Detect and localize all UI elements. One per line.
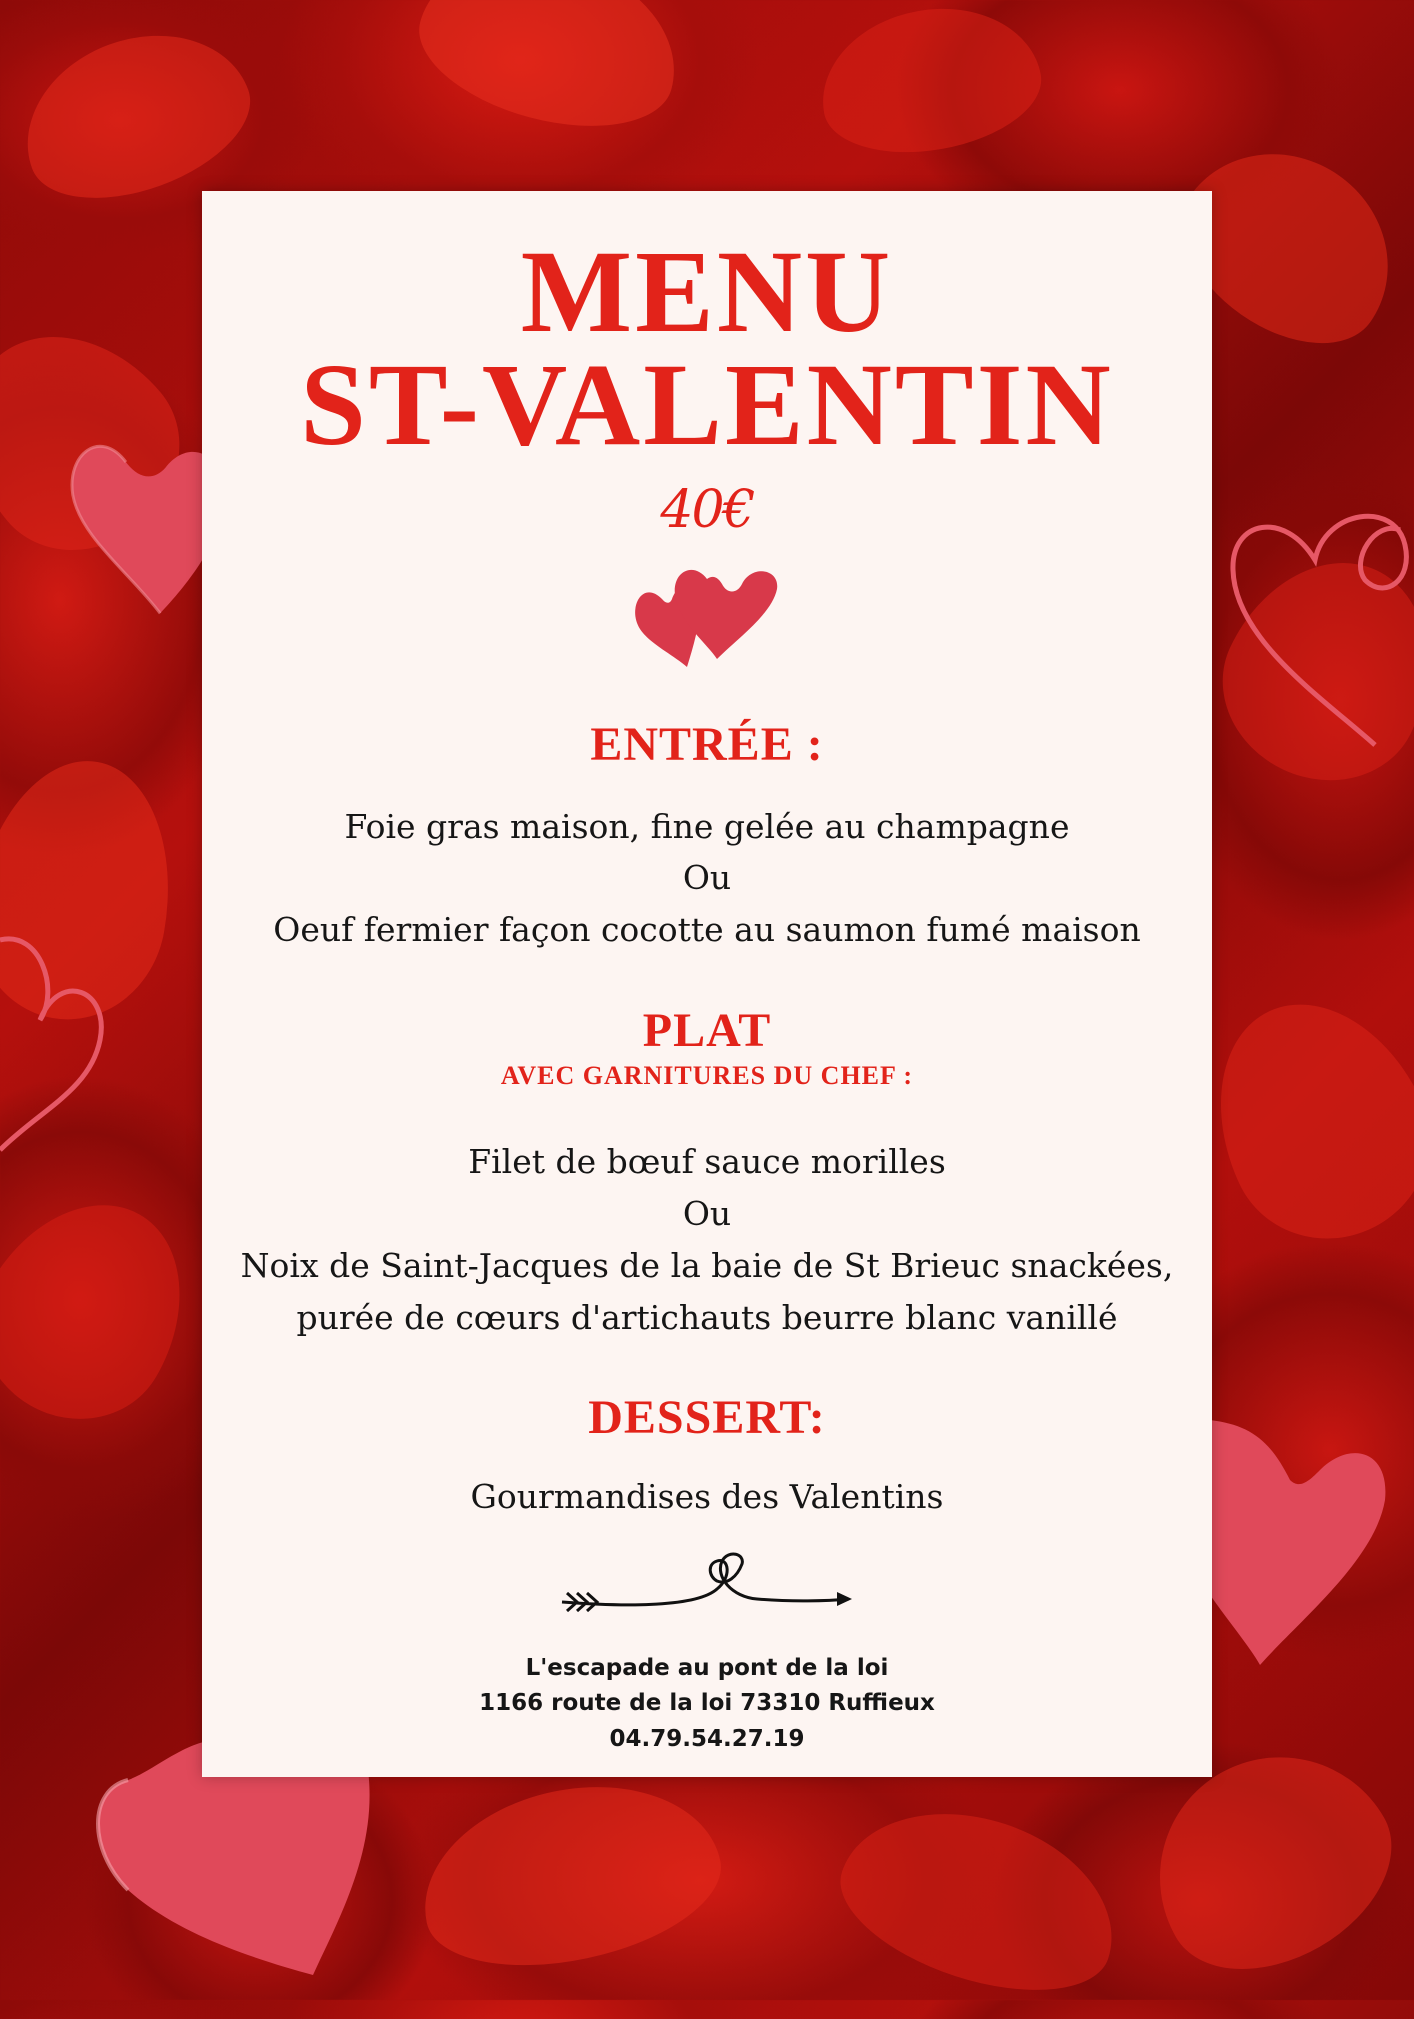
plat-item: Noix de Saint-Jacques de la baie de St Brieuc snackées, bbox=[240, 1246, 1174, 1285]
dessert-item: Gourmandises des Valentins bbox=[470, 1477, 944, 1516]
menu-card bbox=[202, 191, 1212, 1777]
plat-item: purée de cœurs d'artichauts beurre blanc vanillé bbox=[296, 1298, 1118, 1337]
heart-outline-icon bbox=[1225, 500, 1414, 750]
double-heart-icon bbox=[632, 559, 782, 669]
menu-title: MENU bbox=[520, 226, 894, 357]
restaurant-address: 1166 route de la loi 73310 Ruffieux bbox=[479, 1690, 935, 1716]
restaurant-name: L'escapade au pont de la loi bbox=[525, 1655, 889, 1681]
plat-subheading: AVEC GARNITURES DU CHEF : bbox=[500, 1061, 914, 1090]
restaurant-phone: 04.79.54.27.19 bbox=[609, 1726, 805, 1752]
entree-heading: ENTRÉE : bbox=[590, 718, 824, 771]
entree-separator: Ou bbox=[682, 858, 732, 897]
entree-item: Oeuf fermier façon cocotte au saumon fumé maison bbox=[273, 910, 1141, 949]
plat-item: Filet de bœuf sauce morilles bbox=[468, 1142, 946, 1181]
menu-subtitle: ST-VALENTIN bbox=[300, 339, 1114, 470]
dessert-heading: DESSERT: bbox=[588, 1391, 826, 1444]
entree-item: Foie gras maison, fine gelée au champagne bbox=[344, 807, 1070, 846]
heart-outline-icon bbox=[0, 900, 110, 1160]
plat-separator: Ou bbox=[682, 1194, 732, 1233]
menu-price: 40€ bbox=[660, 480, 754, 540]
plat-heading: PLAT bbox=[642, 1004, 772, 1057]
heart-arrow-icon bbox=[557, 1549, 857, 1624]
